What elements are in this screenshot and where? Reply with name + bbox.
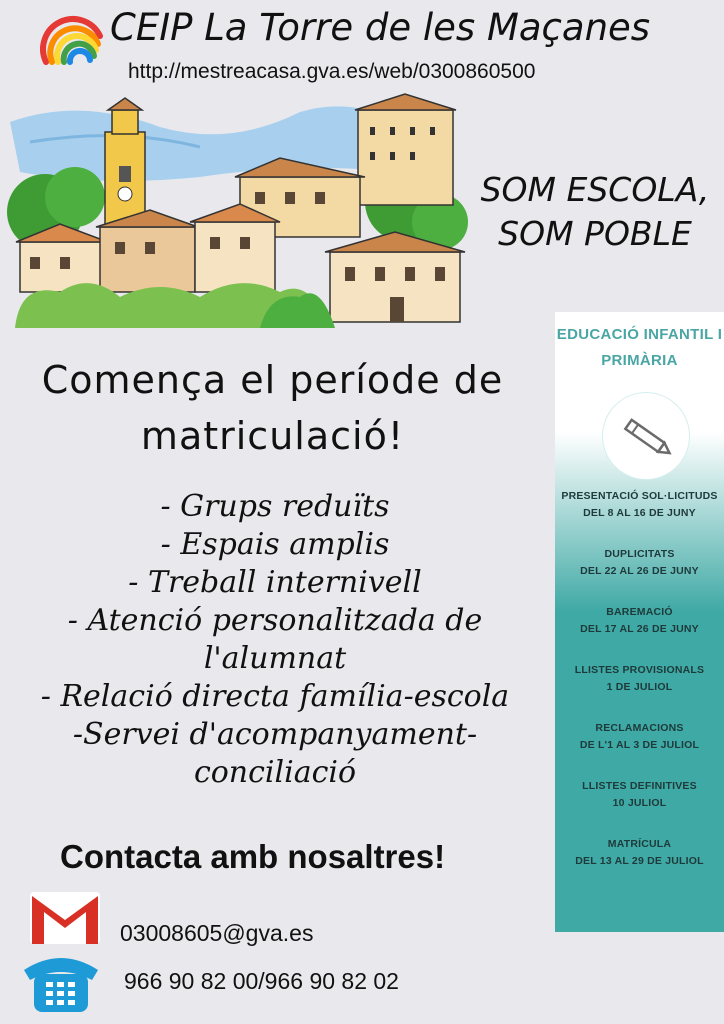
schedule-dates: DEL 13 AL 29 DE JULIOL [575, 855, 704, 867]
pencil-icon [603, 393, 689, 479]
headline-line: matriculació! [140, 414, 405, 458]
schedule-item [555, 546, 724, 580]
schedule-item [555, 662, 724, 696]
schedule-panel [555, 312, 724, 932]
feature-item: - Treball internivell [128, 565, 422, 600]
headline-line: Comença el període de [41, 358, 504, 402]
schedule-dates: 10 JULIOL [612, 797, 667, 809]
phone-numbers[interactable]: 966 90 82 00/966 90 82 02 [124, 968, 399, 994]
schedule-item [555, 720, 724, 754]
schedule-dates: DE L'1 AL 3 DE JULIOL [579, 739, 700, 751]
gmail-icon [28, 890, 102, 946]
schedule-label: LLISTES PROVISIONALS [574, 664, 705, 676]
email-address[interactable]: 03008605@gva.es [120, 920, 314, 946]
schedule-item [555, 488, 724, 522]
schedule-dates: DEL 17 AL 26 DE JUNY [580, 623, 699, 635]
pencil-badge [602, 392, 690, 480]
schedule-dates: DEL 22 AL 26 DE JUNY [580, 565, 699, 577]
feature-item: - Grups reduïts [160, 489, 390, 524]
panel-title [555, 322, 724, 374]
feature-item: - Relació directa família-escola [40, 679, 510, 714]
rainbow-icon [40, 4, 106, 68]
feature-item: - Atenció personalitzada de [67, 603, 483, 638]
feature-item: -Servei d'acompanyament- [72, 717, 478, 752]
schedule-label: PRESENTACIÓ SOL·LICITUDS [561, 490, 718, 502]
feature-item: l'alumnat [203, 641, 347, 676]
feature-item: - Espais amplis [160, 527, 390, 562]
features-list [20, 488, 530, 792]
schedule-dates: 1 DE JULIOL [606, 681, 673, 693]
schedule-dates: DEL 8 AL 16 DE JUNY [583, 507, 696, 519]
schedule-label: LLISTES DEFINITIVES [582, 780, 697, 792]
slogan-line: SOM ESCOLA, [480, 170, 710, 209]
schedule-item [555, 836, 724, 870]
school-url[interactable]: http://mestreacasa.gva.es/web/0300860500 [128, 60, 536, 83]
slogan-line: SOM POBLE [498, 214, 692, 253]
schedule-label: DUPLICITATS [604, 548, 675, 560]
school-name: CEIP La Torre de les Maçanes [110, 6, 651, 49]
village-illustration [0, 92, 470, 328]
headline [0, 352, 545, 464]
slogan [470, 168, 720, 256]
schedule-list [555, 488, 724, 894]
panel-title-line: EDUCACIÓ INFANTIL I [556, 326, 723, 343]
telephone-icon [18, 950, 104, 1014]
schedule-item [555, 604, 724, 638]
schedule-label: BAREMACIÓ [606, 606, 673, 618]
feature-item: conciliació [193, 755, 357, 790]
schedule-item [555, 778, 724, 812]
schedule-label: RECLAMACIONS [595, 722, 684, 734]
schedule-label: MATRÍCULA [607, 838, 672, 850]
contact-heading: Contacta amb nosaltres! [60, 838, 446, 875]
panel-title-line: PRIMÀRIA [601, 352, 678, 369]
